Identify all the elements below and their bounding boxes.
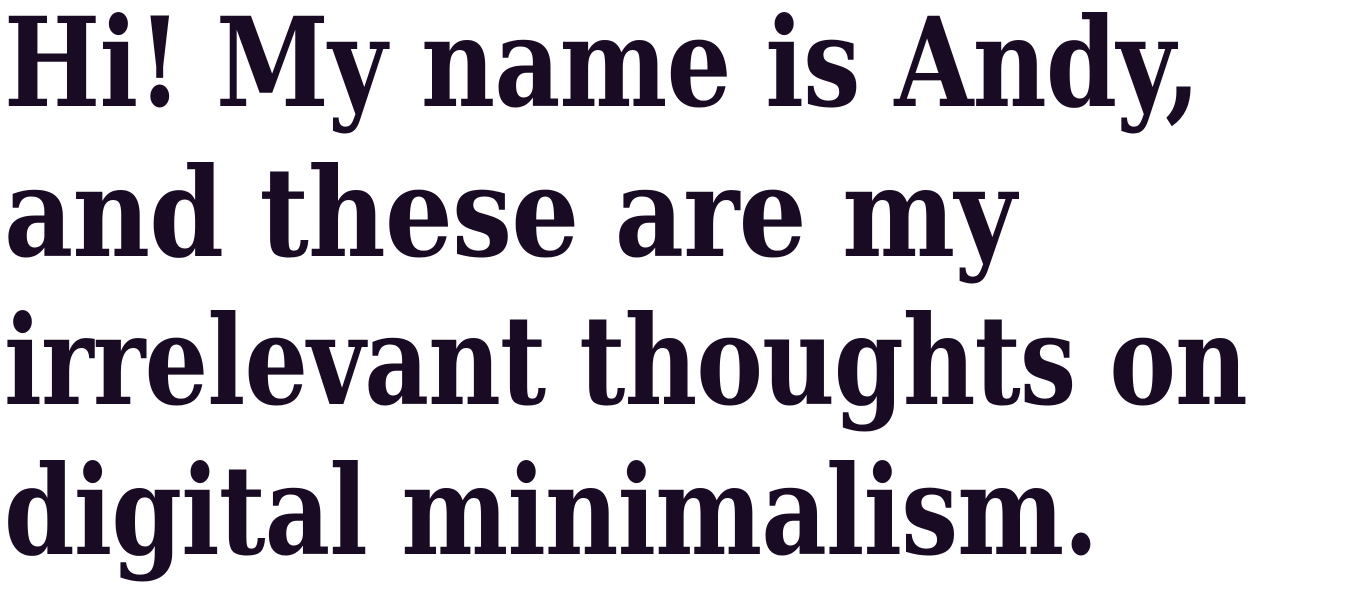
heading-line-4: digital minimalism. [4,439,1098,584]
heading-line-2: and these are my [4,141,1016,286]
heading-line-3: irrelevant thoughts on [4,289,1247,434]
heading-line-1: Hi! My name is Andy, [4,0,1200,136]
